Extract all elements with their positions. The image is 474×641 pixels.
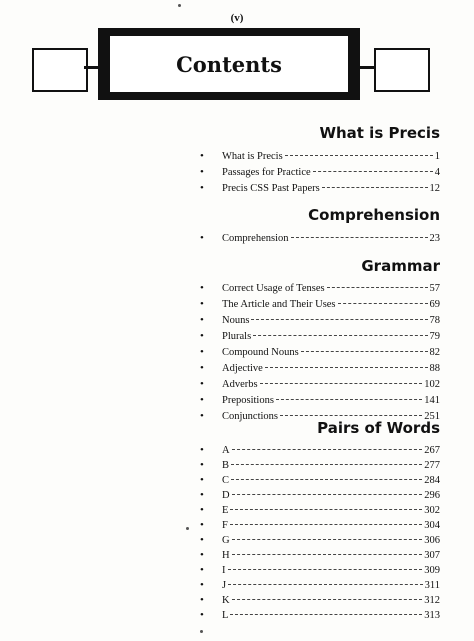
bullet-icon: • — [200, 346, 204, 358]
toc-entry[interactable] — [200, 346, 440, 362]
dot-leader — [231, 479, 422, 480]
toc-entry-title: Prepositions — [222, 395, 274, 406]
toc-entry-title: Adjective — [222, 363, 263, 374]
toc-entry-title: Nouns — [222, 315, 250, 326]
toc-entry-page: 277 — [424, 460, 440, 471]
toc-entry-page: 304 — [424, 520, 440, 531]
toc-entry[interactable] — [200, 459, 440, 475]
toc-entry-page: 78 — [429, 315, 440, 326]
scan-speck — [200, 630, 203, 633]
toc-entry-page: 312 — [424, 595, 440, 606]
dot-leader — [301, 351, 428, 352]
toc-entry-page: 82 — [429, 347, 440, 358]
toc-entry[interactable] — [200, 282, 440, 298]
toc-entry-title: Precis CSS Past Papers — [222, 183, 320, 194]
dot-leader — [231, 464, 422, 465]
toc-entry-page: 296 — [424, 490, 440, 501]
dot-leader — [313, 171, 433, 172]
toc-entry[interactable] — [200, 519, 440, 535]
bullet-icon: • — [200, 282, 204, 294]
toc-entry-page: 306 — [424, 535, 440, 546]
bullet-icon: • — [200, 549, 204, 561]
toc-entry[interactable] — [200, 182, 440, 198]
toc-entry-title: E — [222, 505, 229, 516]
dot-leader — [265, 367, 428, 368]
bullet-icon: • — [200, 314, 204, 326]
section-heading-grammar: Grammar — [361, 257, 440, 275]
bullet-icon: • — [200, 166, 204, 178]
toc-entry-page: 1 — [434, 151, 440, 162]
toc-entry[interactable] — [200, 534, 440, 550]
toc-entry[interactable] — [200, 549, 440, 565]
bullet-icon: • — [200, 378, 204, 390]
bullet-icon: • — [200, 150, 204, 162]
toc-entry[interactable] — [200, 394, 440, 410]
toc-entry-title: K — [222, 595, 230, 606]
toc-entry-title: Passages for Practice — [222, 167, 311, 178]
contents-header — [10, 28, 464, 104]
page-title: Contents — [176, 51, 282, 77]
header-decor-box-left — [32, 48, 88, 92]
dot-leader — [285, 155, 433, 156]
toc-entry[interactable] — [200, 579, 440, 595]
toc-entry-page: 102 — [424, 379, 440, 390]
toc-entry-page: 284 — [424, 475, 440, 486]
section-heading-comprehension: Comprehension — [308, 206, 440, 224]
toc-entry-title: Conjunctions — [222, 411, 279, 422]
dot-leader — [230, 509, 422, 510]
dot-leader — [228, 584, 423, 585]
section-heading-what-is-precis: What is Precis — [319, 124, 440, 142]
toc-entry[interactable] — [200, 166, 440, 182]
toc-entry-page: 267 — [424, 445, 440, 456]
toc-entry-title: D — [222, 490, 230, 501]
title-frame — [98, 28, 360, 100]
dot-leader — [230, 614, 422, 615]
toc-entry[interactable] — [200, 594, 440, 610]
bullet-icon: • — [200, 609, 204, 621]
toc-entry[interactable] — [200, 504, 440, 520]
page-number: (v) — [230, 12, 244, 24]
toc-entry-page: 251 — [424, 411, 440, 422]
bullet-icon: • — [200, 564, 204, 576]
toc-entry[interactable] — [200, 298, 440, 314]
toc-entry-title: F — [222, 520, 228, 531]
dot-leader — [232, 494, 423, 495]
bullet-icon: • — [200, 489, 204, 501]
toc-entry[interactable] — [200, 474, 440, 490]
toc-entry-title: Plurals — [222, 331, 252, 342]
header-decor-line-right — [350, 66, 374, 69]
section-heading-pairs-of-words: Pairs of Words — [317, 419, 440, 437]
dot-leader — [338, 303, 428, 304]
toc-entry-page: 311 — [424, 580, 440, 591]
bullet-icon: • — [200, 444, 204, 456]
toc-entry-page: 141 — [424, 395, 440, 406]
toc-entry-title: C — [222, 475, 230, 486]
toc-entry-page: 69 — [429, 299, 440, 310]
toc-entry-title: Adverbs — [222, 379, 258, 390]
dot-leader — [232, 599, 423, 600]
dot-leader — [232, 449, 423, 450]
dot-leader — [232, 539, 423, 540]
dot-leader — [280, 415, 422, 416]
bullet-icon: • — [200, 410, 204, 422]
toc-entry-title: A — [222, 445, 230, 456]
toc-entry-title: J — [222, 580, 227, 591]
toc-entry-title: The Article and Their Uses — [222, 299, 336, 310]
dot-leader — [228, 569, 423, 570]
bullet-icon: • — [200, 232, 204, 244]
toc-entry-title: Comprehension — [222, 233, 289, 244]
bullet-icon: • — [200, 182, 204, 194]
toc-entry-title: L — [222, 610, 229, 621]
scan-speck — [178, 4, 181, 7]
toc-entry[interactable] — [200, 564, 440, 580]
bullet-icon: • — [200, 579, 204, 591]
dot-leader — [322, 187, 428, 188]
toc-entry-page: 88 — [429, 363, 440, 374]
toc-entry-page: 57 — [429, 283, 440, 294]
dot-leader — [251, 319, 427, 320]
toc-entry[interactable] — [200, 378, 440, 394]
toc-entry[interactable] — [200, 362, 440, 378]
toc-entry-title: G — [222, 535, 230, 546]
dot-leader — [232, 554, 423, 555]
toc-entry-page: 313 — [424, 610, 440, 621]
bullet-icon: • — [200, 534, 204, 546]
dot-leader — [291, 237, 428, 238]
toc-entry-page: 79 — [429, 331, 440, 342]
toc-entry[interactable] — [200, 444, 440, 460]
bullet-icon: • — [200, 474, 204, 486]
toc-entry-page: 309 — [424, 565, 440, 576]
bullet-icon: • — [200, 298, 204, 310]
toc-entry[interactable] — [200, 489, 440, 505]
toc-entry-title: I — [222, 565, 226, 576]
toc-entry-page: 12 — [429, 183, 440, 194]
dot-leader — [327, 287, 428, 288]
toc-entry[interactable] — [200, 150, 440, 166]
toc-entry-title: H — [222, 550, 230, 561]
bullet-icon: • — [200, 504, 204, 516]
bullet-icon: • — [200, 394, 204, 406]
toc-entry-title: Compound Nouns — [222, 347, 299, 358]
bullet-icon: • — [200, 519, 204, 531]
toc-entry[interactable] — [200, 314, 440, 330]
toc-entry-page: 302 — [424, 505, 440, 516]
toc-entry[interactable] — [200, 609, 440, 625]
toc-entry-title: What is Precis — [222, 151, 283, 162]
bullet-icon: • — [200, 330, 204, 342]
toc-entry-page: 307 — [424, 550, 440, 561]
toc-entry-title: B — [222, 460, 230, 471]
bullet-icon: • — [200, 594, 204, 606]
dot-leader — [276, 399, 422, 400]
dot-leader — [230, 524, 422, 525]
title-box — [110, 36, 348, 92]
toc-entry-page: 23 — [429, 233, 440, 244]
bullet-icon: • — [200, 362, 204, 374]
toc-entry-page: 4 — [434, 167, 440, 178]
dot-leader — [253, 335, 427, 336]
bullet-icon: • — [200, 459, 204, 471]
dot-leader — [260, 383, 423, 384]
toc-entry[interactable] — [200, 232, 440, 248]
header-decor-box-right — [374, 48, 430, 92]
scan-speck — [186, 527, 189, 530]
toc-entry-title: Correct Usage of Tenses — [222, 283, 325, 294]
toc-entry[interactable] — [200, 330, 440, 346]
